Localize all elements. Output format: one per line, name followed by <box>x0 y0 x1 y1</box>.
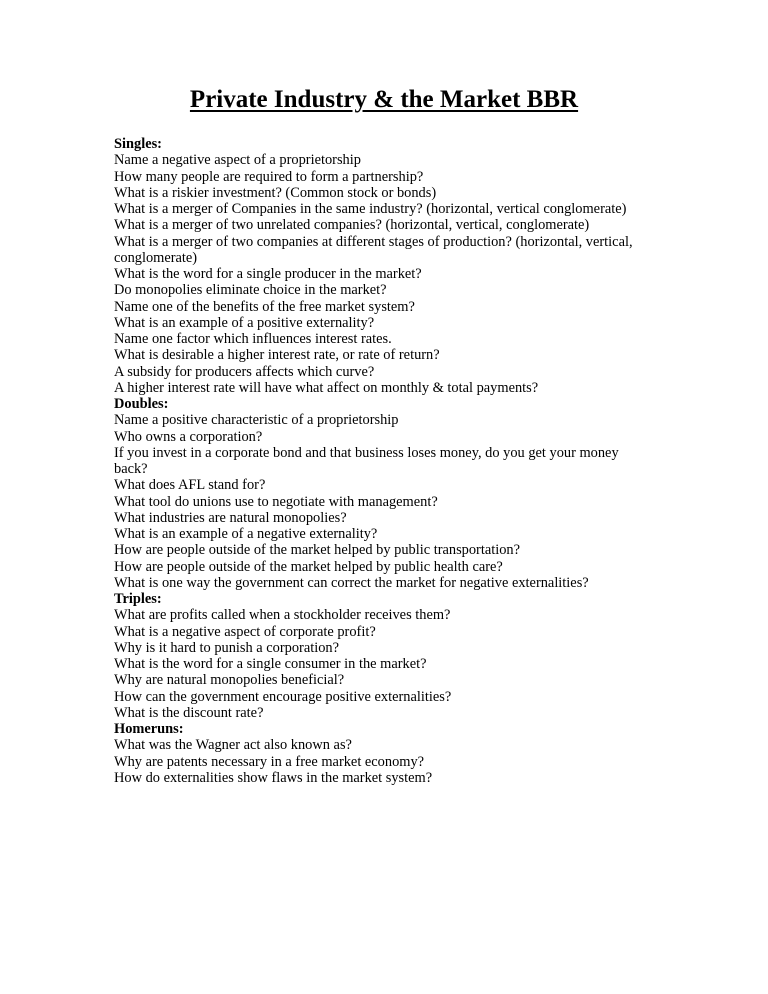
question-item: What is an example of a positive externality? <box>114 314 375 331</box>
section-heading: Singles: <box>114 136 162 152</box>
question-item: What are profits called when a stockholder receives them? <box>114 607 451 624</box>
question-item: How are people outside of the market helped by public transportation? <box>114 542 521 559</box>
question-item: Do monopolies eliminate choice in the market? <box>114 282 387 299</box>
question-item: Name a negative aspect of a proprietorship <box>114 152 361 169</box>
question-item: What is the word for a single producer in the market? <box>114 266 422 282</box>
section-singles <box>114 136 654 396</box>
question-item: What is a merger of two companies at different stages of production? (horizontal, vertical, conglomerate) <box>114 233 633 266</box>
question-item: Why are patents necessary in a free market economy? <box>114 753 425 770</box>
question-item: A higher interest rate will have what affect on monthly & total payments? <box>114 379 539 396</box>
section-heading: Homeruns: <box>114 721 184 737</box>
question-item: Why is it hard to punish a corporation? <box>114 639 340 656</box>
question-item: What is a riskier investment? (Common stock or bonds) <box>114 184 437 201</box>
question-item: What was the Wagner act also known as? <box>114 737 352 754</box>
question-item: How can the government encourage positive externalities? <box>114 688 452 705</box>
section-heading: Triples: <box>114 591 162 607</box>
question-item: A subsidy for producers affects which curve? <box>114 363 375 380</box>
question-item: What industries are natural monopolies? <box>114 509 347 526</box>
question-item: What is an example of a negative externality? <box>114 526 378 542</box>
question-item: Name one factor which influences interest rates. <box>114 331 392 347</box>
question-item: What is a negative aspect of corporate profit? <box>114 623 376 640</box>
document-body <box>114 136 654 786</box>
question-item: What is the word for a single consumer in the market? <box>114 656 427 672</box>
question-item: How do externalities show flaws in the market system? <box>114 769 433 786</box>
question-item: How are people outside of the market helped by public health care? <box>114 558 503 575</box>
section-doubles <box>114 396 654 591</box>
question-item: Name a positive characteristic of a proprietorship <box>114 412 399 429</box>
question-item: Name one of the benefits of the free market system? <box>114 298 415 315</box>
question-item: What does AFL stand for? <box>114 477 266 494</box>
document-title: Private Industry & the Market BBR <box>189 86 579 113</box>
section-triples <box>114 591 654 721</box>
section-heading: Doubles: <box>114 396 169 412</box>
question-item: Who owns a corporation? <box>114 428 263 445</box>
question-item: How many people are required to form a partnership? <box>114 168 424 185</box>
question-item: What is a merger of Companies in the same industry? (horizontal, vertical conglomerate) <box>114 201 627 217</box>
question-item: What is desirable a higher interest rate, or rate of return? <box>114 347 440 364</box>
question-item: Why are natural monopolies beneficial? <box>114 672 345 689</box>
section-homeruns <box>114 721 654 786</box>
question-item: What is one way the government can correct the market for negative externalities? <box>114 574 589 591</box>
question-item: If you invest in a corporate bond and that business loses money, do you get your money back? <box>114 444 619 477</box>
question-item: What is the discount rate? <box>114 704 264 721</box>
question-item: What is a merger of two unrelated companies? (horizontal, vertical, conglomerate) <box>114 217 590 234</box>
question-item: What tool do unions use to negotiate with management? <box>114 493 438 510</box>
